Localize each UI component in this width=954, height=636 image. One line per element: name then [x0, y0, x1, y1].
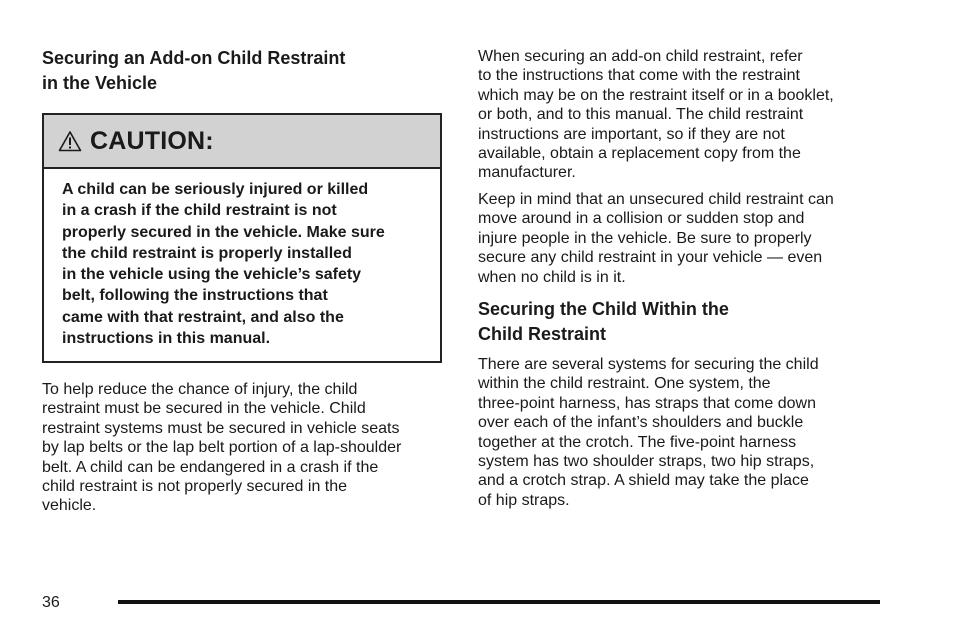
- paragraph-harness-systems: There are several systems for securing the child within the child restraint. One system, the three-point harness, has straps that come down over each of the infant’s shoulders and buckle together at the crotch. The five-point harness system has two shoulder straps, two hip straps, and a crotch strap. A shield may take the place of hip straps.: [478, 356, 819, 509]
- section-heading-add-on-restraint: Securing an Add-on Child Restraint in the Vehicle: [42, 48, 346, 93]
- caution-title: CAUTION:: [90, 126, 214, 155]
- paragraph-unsecured-restraint: Keep in mind that an unsecured child restraint can move around in a collision or sudden stop and injure people in the vehicle. Be sure to properly secure any child restraint in your vehicle — even when no child is in it.: [478, 191, 834, 286]
- page-number: 36: [42, 594, 60, 611]
- paragraph-reduce-injury: To help reduce the chance of injury, the child restraint must be secured in the vehicle. Child restraint systems must be secured in vehicle seats by lap belts or the lap belt portion of a lap-shoulder belt. A child can be endangered in a crash if the child restraint is not properly secured in the vehicle.: [42, 381, 402, 515]
- caution-text: A child can be seriously injured or killed in a crash if the child restraint is not properly secured in the vehicle. Make sure the child restraint is properly installed in the vehicle using the vehicle’s safety belt, following the instructions that came with that restraint, and also the instructions in this manual.: [62, 181, 385, 348]
- caution-box: [42, 113, 442, 363]
- warning-triangle-icon: [58, 130, 82, 152]
- caution-header: [44, 115, 440, 169]
- section-heading-securing-child: Securing the Child Within the Child Restraint: [478, 299, 729, 344]
- footer-divider: [118, 600, 880, 604]
- paragraph-refer-instructions: When securing an add-on child restraint, refer to the instructions that come with the restraint which may be on the restraint itself or in a booklet, or both, and to this manual. The child restraint instructions are important, so if they are not available, obtain a replacement copy from the manufacturer.: [478, 48, 834, 182]
